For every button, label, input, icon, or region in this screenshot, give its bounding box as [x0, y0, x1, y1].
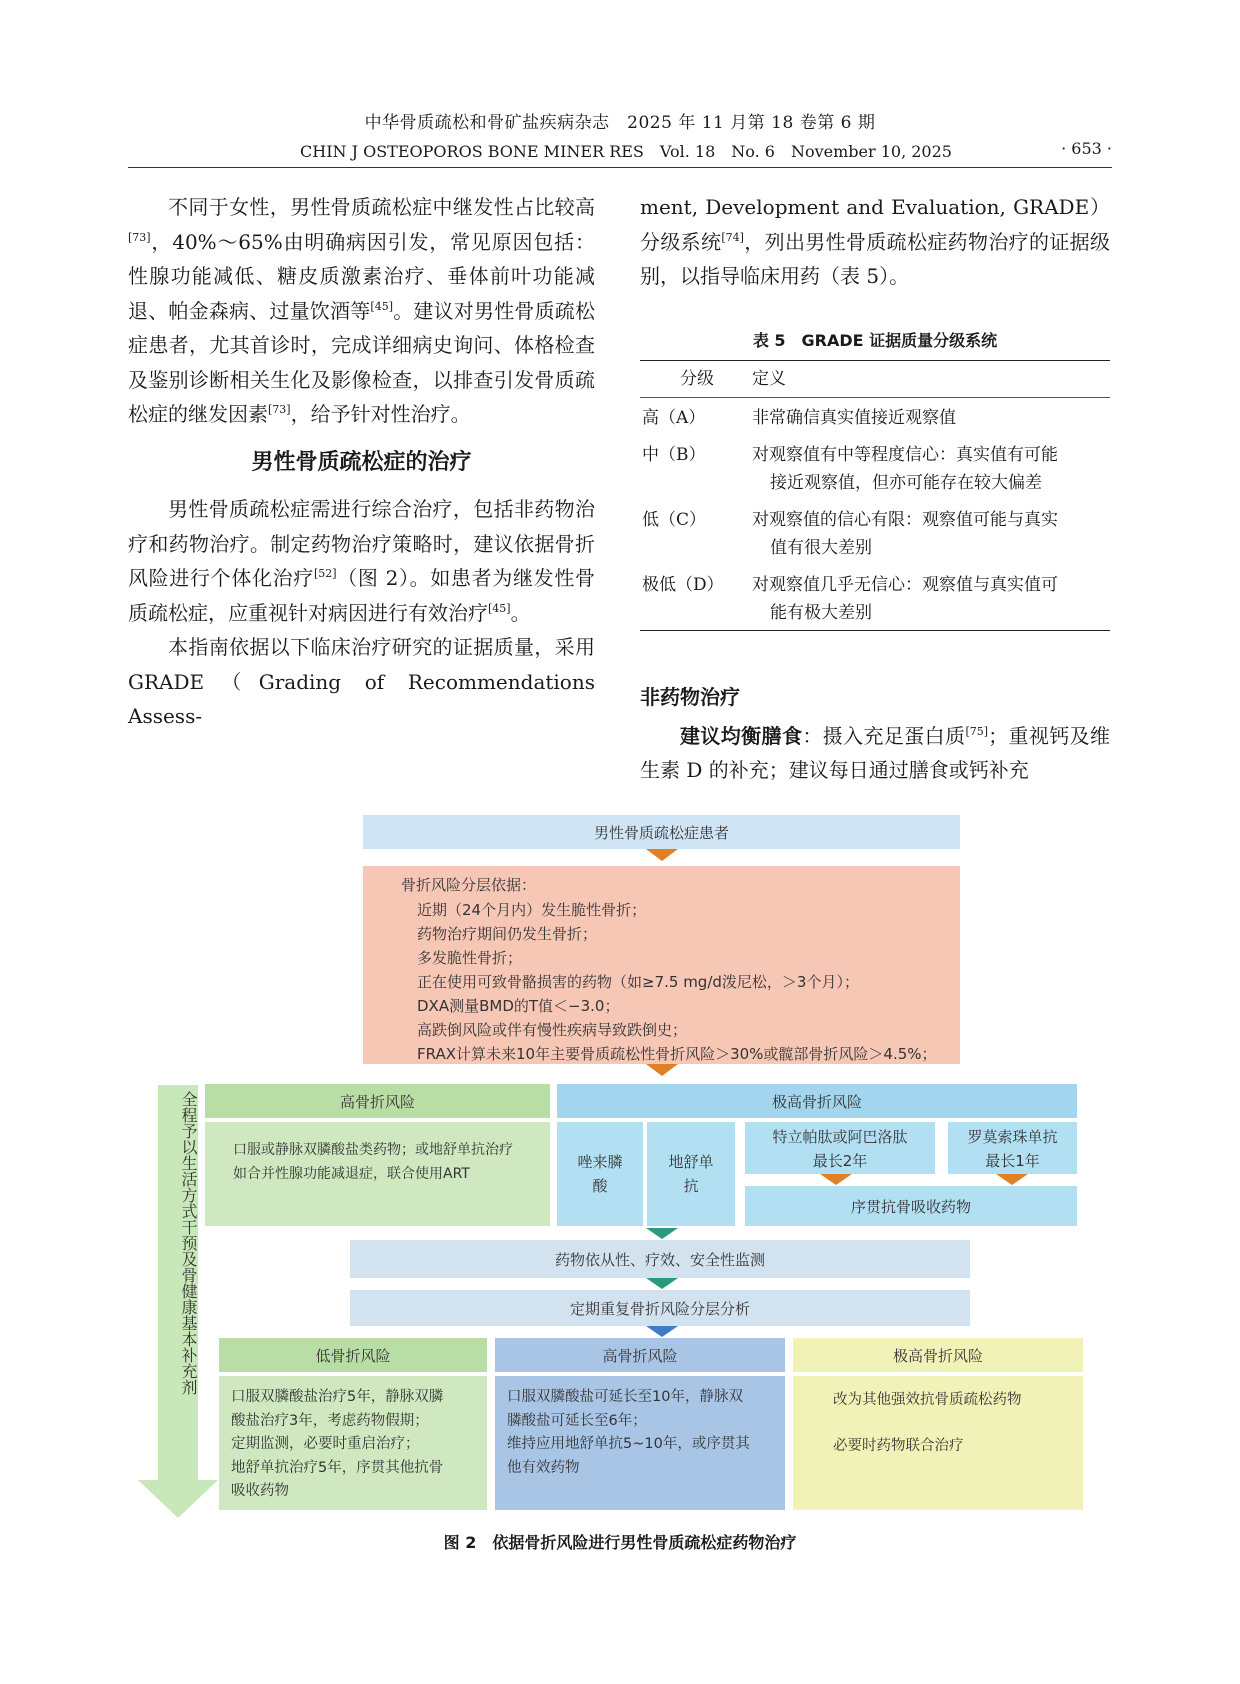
strat-item: 多发脆性骨折；: [417, 949, 523, 967]
citation: [74]: [721, 230, 744, 244]
table-header-cell: 定义: [752, 369, 786, 389]
table-caption: 表 5 GRADE 证据质量分级系统: [752, 331, 998, 350]
paragraph: 不同于女性，男性骨质疏松症中继发性占比较高[73]，40%～65%由明确病因引发，常见原因包括：性腺功能减低、糖皮质激素治疗、垂体前叶功能减退、帕金森病、过量饮酒等[45]。建议对男性骨质疏松症患者，尤其首诊时，完成详细病史询问、体格检查及鉴别诊断相关生化及影像检查，以排查引发骨质疏松症的继发因素[73]，给予针对性治疗。: [128, 195, 596, 426]
strat-item: DXA测量BMD的T值＜−3.0；: [417, 997, 620, 1015]
strat-list: [417, 898, 937, 1066]
risk-stratification-box: [363, 866, 960, 1064]
citation: [45]: [370, 299, 393, 313]
paragraph: 建议均衡膳食：摄入充足蛋白质[75]；重视钙及维生素 D 的补充；建议每日通过膳食或钙补充: [640, 723, 1111, 782]
citation: [75]: [965, 724, 989, 738]
arrow-down-icon: [646, 1228, 678, 1239]
arrow-down-icon: [646, 1064, 678, 1076]
high-risk-header-2: 高骨折风险: [495, 1338, 785, 1372]
monitoring-box: 药物依从性、疗效、安全性监测: [350, 1240, 970, 1278]
citation: [45]: [488, 601, 511, 615]
paragraph: ment, Development and Evaluation, GRADE）分级系统[74]，列出男性骨质疏松症药物治疗的证据级别，以指导临床用药（表 5）。: [640, 195, 1111, 288]
strat-item: FRAX计算未来10年主要骨质疏松性骨折风险＞30%或髋部骨折风险＞4.5%；: [417, 1045, 937, 1063]
paragraph: 男性骨质疏松症需进行综合治疗，包括非药物治疗和药物治疗。制定药物治疗策略时，建议依据骨折风险进行个体化治疗[52]（图 2）。如患者为继发性骨质疏松症，应重视针对病因进行有效治疗[45]。: [128, 497, 595, 625]
high-risk-plan-box: 口服双膦酸盐可延长至10年，静脉双 膦酸盐可延长至6年； 维持应用地舒单抗5~10年，或序贯其 他有效药物: [495, 1376, 785, 1510]
denosumab-box: 地舒单抗: [647, 1122, 735, 1226]
side-arrow-label: 全程予以生活方式干预及骨健康基本补充剂: [179, 1091, 198, 1395]
table-row: 高（A） 非常确信真实值接近观察值: [642, 408, 956, 428]
strat-item: 高跌倒风险或伴有慢性疾病导致跌倒史；: [417, 1021, 688, 1039]
arrow-down-icon: [646, 1278, 678, 1289]
reassessment-box: 定期重复骨折风险分层分析: [350, 1290, 970, 1326]
table-row: 中（B） 对观察值有中等程度信心：真实值有可能 接近观察值，但亦可能存在较大偏差: [642, 445, 1058, 493]
arrow-down-icon: [646, 1326, 678, 1337]
citation: [73]: [268, 403, 291, 416]
strat-item: 近期（24个月内）发生脆性骨折；: [417, 901, 647, 919]
section-title: 男性骨质疏松症的治疗: [251, 449, 472, 475]
high-risk-header: 高骨折风险: [205, 1084, 550, 1118]
table-header-cell: 分级: [680, 369, 714, 389]
subheading: 非药物治疗: [640, 685, 740, 709]
paragraph: 本指南依据以下临床治疗研究的证据质量，采用 GRADE（Grading of Recommendations Assess-: [128, 635, 595, 728]
very-high-risk-header: 极高骨折风险: [557, 1084, 1077, 1118]
arrow-down-icon: [646, 849, 678, 861]
teriparatide-box: 特立帕肽或阿巴洛肽 最长2年: [745, 1122, 935, 1174]
romosozumab-box: 罗莫索珠单抗 最长1年: [948, 1122, 1077, 1174]
strat-title: 骨折风险分层依据：: [401, 876, 537, 894]
very-high-risk-header-2: 极高骨折风险: [793, 1338, 1083, 1372]
page-number: · 653 ·: [1061, 139, 1112, 158]
table-row: 低（C） 对观察值的信心有限：观察值可能与真实 值有很大差别: [642, 510, 1058, 558]
citation: [73]: [128, 230, 151, 244]
journal-header-cn: 中华骨质疏松和骨矿盐疾病杂志 2025 年 11 月第 18 卷第 6 期: [364, 113, 876, 133]
patient-box: 男性骨质疏松症患者: [363, 815, 960, 849]
table-row: 极低（D） 对观察值几乎无信心：观察值与真实值可 能有极大差别: [642, 575, 1058, 623]
sequential-antiresorptive-box: 序贯抗骨吸收药物: [745, 1186, 1077, 1226]
low-risk-plan-box: 口服双膦酸盐治疗5年，静脉双膦 酸盐治疗3年，考虑药物假期； 定期监测，必要时重启治疗； 地舒单抗治疗5年，序贯其他抗骨 吸收药物: [219, 1376, 487, 1510]
arrow-down-icon: [138, 1480, 218, 1518]
strat-item: 药物治疗期间仍发生骨折；: [417, 925, 598, 943]
high-risk-line: 口服或静脉双膦酸盐类药物；或地舒单抗治疗: [233, 1142, 513, 1158]
citation: [52]: [314, 567, 337, 580]
lifestyle-side-arrow: [158, 1085, 198, 1480]
arrow-down-icon: [820, 1174, 852, 1185]
journal-header-en: CHIN J OSTEOPOROS BONE MINER RES Vol. 18 No. 6 November 10, 2025: [300, 142, 952, 161]
figure-caption: 图 2 依据骨折风险进行男性骨质疏松症药物治疗: [443, 1533, 797, 1552]
very-high-risk-plan-box: 改为其他强效抗骨质疏松药物 必要时药物联合治疗: [793, 1376, 1083, 1510]
strat-item: 正在使用可致骨骼损害的药物（如≥7.5 mg/d泼尼松，＞3个月）；: [417, 973, 859, 991]
high-risk-line: 如合并性腺功能减退症，联合使用ART: [233, 1166, 470, 1182]
zoledronic-acid-box: 唑来膦酸: [557, 1122, 643, 1226]
arrow-down-icon: [996, 1174, 1028, 1185]
low-risk-header: 低骨折风险: [219, 1338, 487, 1372]
high-risk-treatment-box: [205, 1122, 550, 1226]
